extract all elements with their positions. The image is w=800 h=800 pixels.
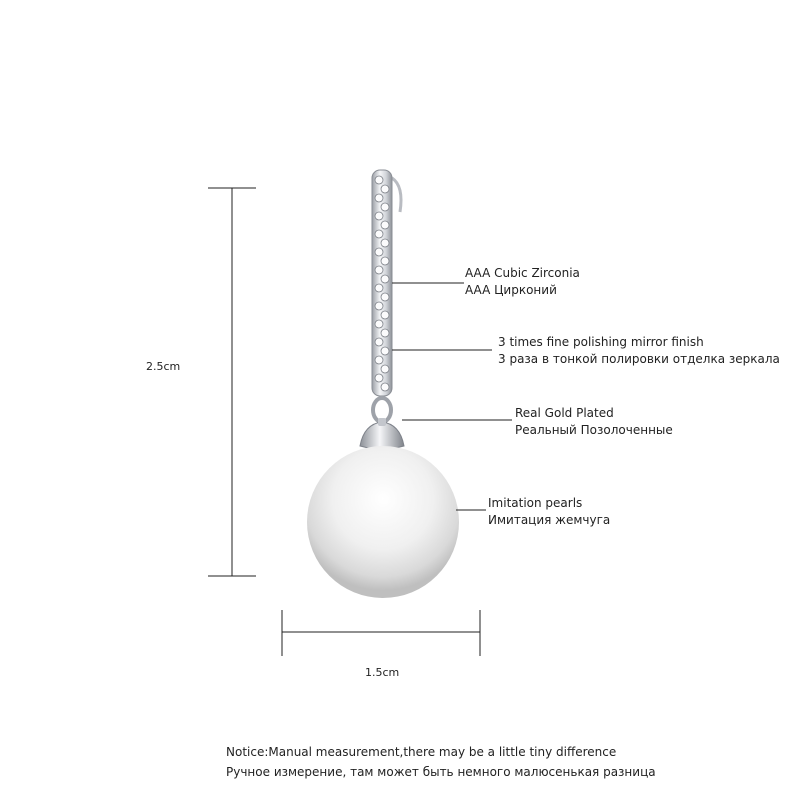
zirconia-stone — [381, 257, 389, 265]
zirconia-stone — [375, 356, 383, 364]
zirconia-stone — [375, 176, 383, 184]
callout-plating — [515, 405, 673, 439]
zirconia-stone — [381, 221, 389, 229]
zirconia-stone — [375, 194, 383, 202]
zirconia-stone — [381, 185, 389, 193]
callout-zirconia-en: AAA Cubic Zirconia — [465, 266, 580, 280]
callout-pearl — [488, 495, 610, 529]
zirconia-stone — [381, 275, 389, 283]
zirconia-stone — [375, 248, 383, 256]
zirconia-stone — [375, 212, 383, 220]
callout-plating-en: Real Gold Plated — [515, 406, 614, 420]
zirconia-stone — [381, 293, 389, 301]
callout-plating-ru: Реальный Позолоченные — [515, 423, 673, 437]
ear-hook-wire — [392, 178, 401, 212]
callout-zirconia — [465, 265, 580, 299]
callout-pearl-en: Imitation pearls — [488, 496, 583, 510]
callout-pearl-ru: Имитация жемчуга — [488, 513, 611, 527]
zirconia-stone — [381, 203, 389, 211]
callout-polish — [498, 334, 780, 368]
pearl — [307, 446, 459, 598]
notice-en: Notice:Manual measurement,there may be a little tiny difference — [226, 745, 617, 759]
zirconia-stone — [381, 311, 389, 319]
pearl-cap — [360, 418, 404, 449]
zirconia-stone — [375, 230, 383, 238]
zirconia-stone — [381, 239, 389, 247]
zirconia-stone — [381, 329, 389, 337]
callout-polish-ru: 3 раза в тонкой полировки отделка зеркала — [498, 352, 780, 366]
zirconia-stone — [375, 266, 383, 274]
zirconia-stone — [375, 284, 383, 292]
height-label: 2.5cm — [146, 360, 181, 373]
zirconia-stone — [375, 320, 383, 328]
zirconia-stone — [381, 383, 389, 391]
callout-polish-en: 3 times fine polishing mirror finish — [498, 335, 704, 349]
zirconia-stone — [381, 347, 389, 355]
zirconia-stone — [375, 374, 383, 382]
width-label: 1.5cm — [365, 666, 400, 679]
zirconia-stone — [375, 338, 383, 346]
notice-ru: Ручное измерение, там может быть немного малюсенькая разница — [226, 765, 656, 779]
zirconia-stone — [381, 365, 389, 373]
height-dimension — [208, 188, 256, 576]
callout-zirconia-ru: AAA Цирконий — [465, 283, 557, 297]
width-dimension — [282, 610, 480, 656]
zirconia-stone — [375, 302, 383, 310]
zirconia-bar — [372, 170, 392, 396]
